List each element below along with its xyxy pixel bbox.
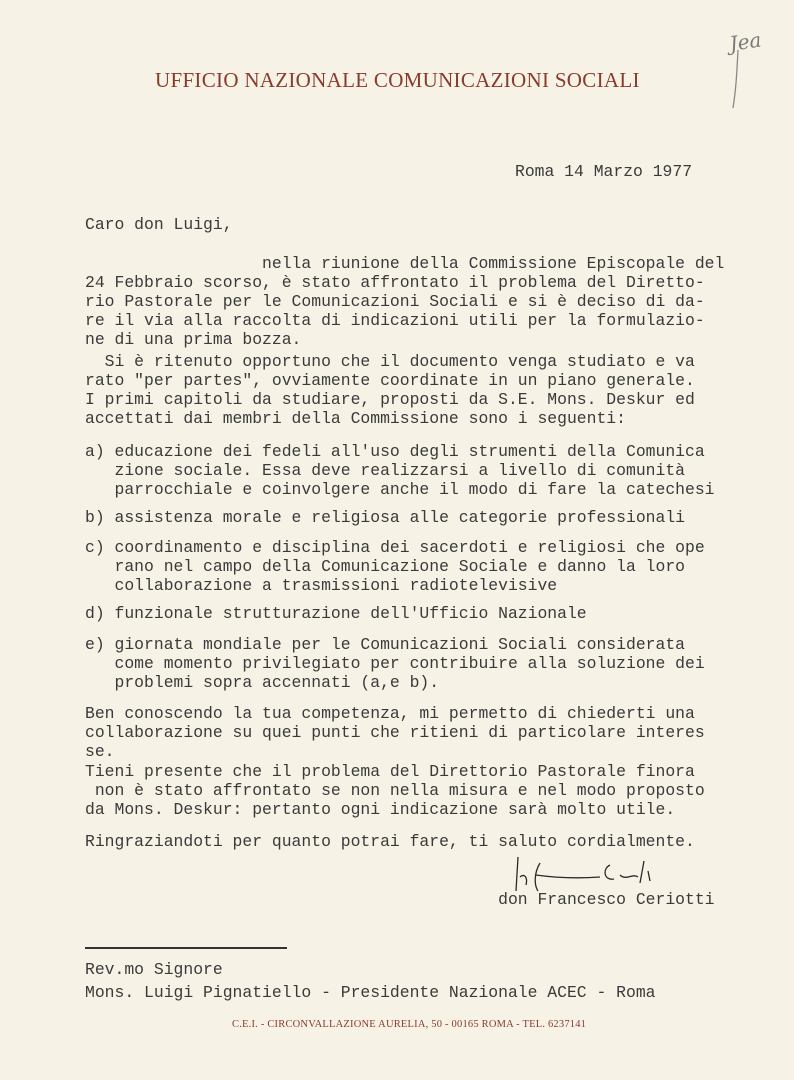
list-item-a: parrocchiale e coinvolgere anche il modo di fare la catechesi (85, 480, 715, 499)
text-line: ne di una prima bozza. (85, 330, 302, 349)
list-item-a: a) educazione dei fedeli all'uso degli strumenti della Comunica (85, 442, 705, 461)
text-line: collaborazione su quei punti che ritieni di particolare interes (85, 723, 705, 742)
list-item-d: d) funzionale strutturazione dell'Ufficio Nazionale (85, 604, 587, 623)
text-line: Ben conoscendo la tua competenza, mi permetto di chiederti una (85, 704, 695, 723)
divider (85, 947, 287, 949)
salutation: Caro don Luigi, (85, 215, 233, 234)
text-line: accettati dai membri della Commissione sono i seguenti: (85, 409, 626, 428)
list-item-e: come momento privilegiato per contribuire alla soluzione dei (85, 654, 705, 673)
list-item-b: b) assistenza morale e religiosa alle categorie professionali (85, 508, 685, 527)
date: Roma 14 Marzo 1977 (515, 162, 693, 181)
recipient-title: Rev.mo Signore (85, 960, 223, 979)
text-line: Si è ritenuto opportuno che il documento venga studiato e va (85, 352, 695, 371)
list-item-e: e) giornata mondiale per le Comunicazioni Sociali considerata (85, 635, 685, 654)
text-line: nella riunione della Commissione Episcopale del (85, 254, 725, 273)
text-line: Tieni presente che il problema del Direttorio Pastorale finora (85, 762, 695, 781)
list-item-c: rano nel campo della Comunicazione Sociale e danno la loro (85, 557, 685, 576)
signer-name: don Francesco Ceriotti (85, 890, 715, 909)
letterhead: UFFICIO NAZIONALE COMUNICAZIONI SOCIALI (155, 68, 640, 92)
list-item-c: collaborazione a trasmissioni radiotelevisive (85, 576, 558, 595)
text-line: re il via alla raccolta di indicazioni utili per la formulazio- (85, 311, 705, 330)
text-line: rio Pastorale per le Comunicazioni Sociali e si è deciso di da- (85, 292, 705, 311)
text-line: 24 Febbraio scorso, è stato affrontato il problema del Diretto- (85, 273, 705, 292)
margin-note: Jea (728, 27, 763, 56)
margin-stroke (730, 48, 750, 110)
list-item-c: c) coordinamento e disciplina dei sacerdoti e religiosi che ope (85, 538, 705, 557)
text-line: da Mons. Deskur: pertanto ogni indicazione sarà molto utile. (85, 800, 676, 819)
list-item-e: problemi sopra accennati (a,e b). (85, 673, 440, 692)
footer-address: C.E.I. - CIRCONVALLAZIONE AURELIA, 50 - 00165 ROMA - TEL. 6237141 (232, 1019, 587, 1030)
text-line: rato "per partes", ovviamente coordinate in un piano generale. (85, 371, 695, 390)
closing: Ringraziandoti per quanto potrai fare, ti saluto cordialmente. (85, 832, 695, 851)
text-line: non è stato affrontato se non nella misura e nel modo proposto (85, 781, 705, 800)
recipient-name: Mons. Luigi Pignatiello - Presidente Nazionale ACEC - Roma (85, 983, 656, 1002)
list-item-a: zione sociale. Essa deve realizzarsi a livello di comunità (85, 461, 685, 480)
text-line: se. (85, 742, 115, 761)
margin-mark (724, 28, 774, 110)
text-line: I primi capitoli da studiare, proposti da S.E. Mons. Deskur ed (85, 390, 695, 409)
